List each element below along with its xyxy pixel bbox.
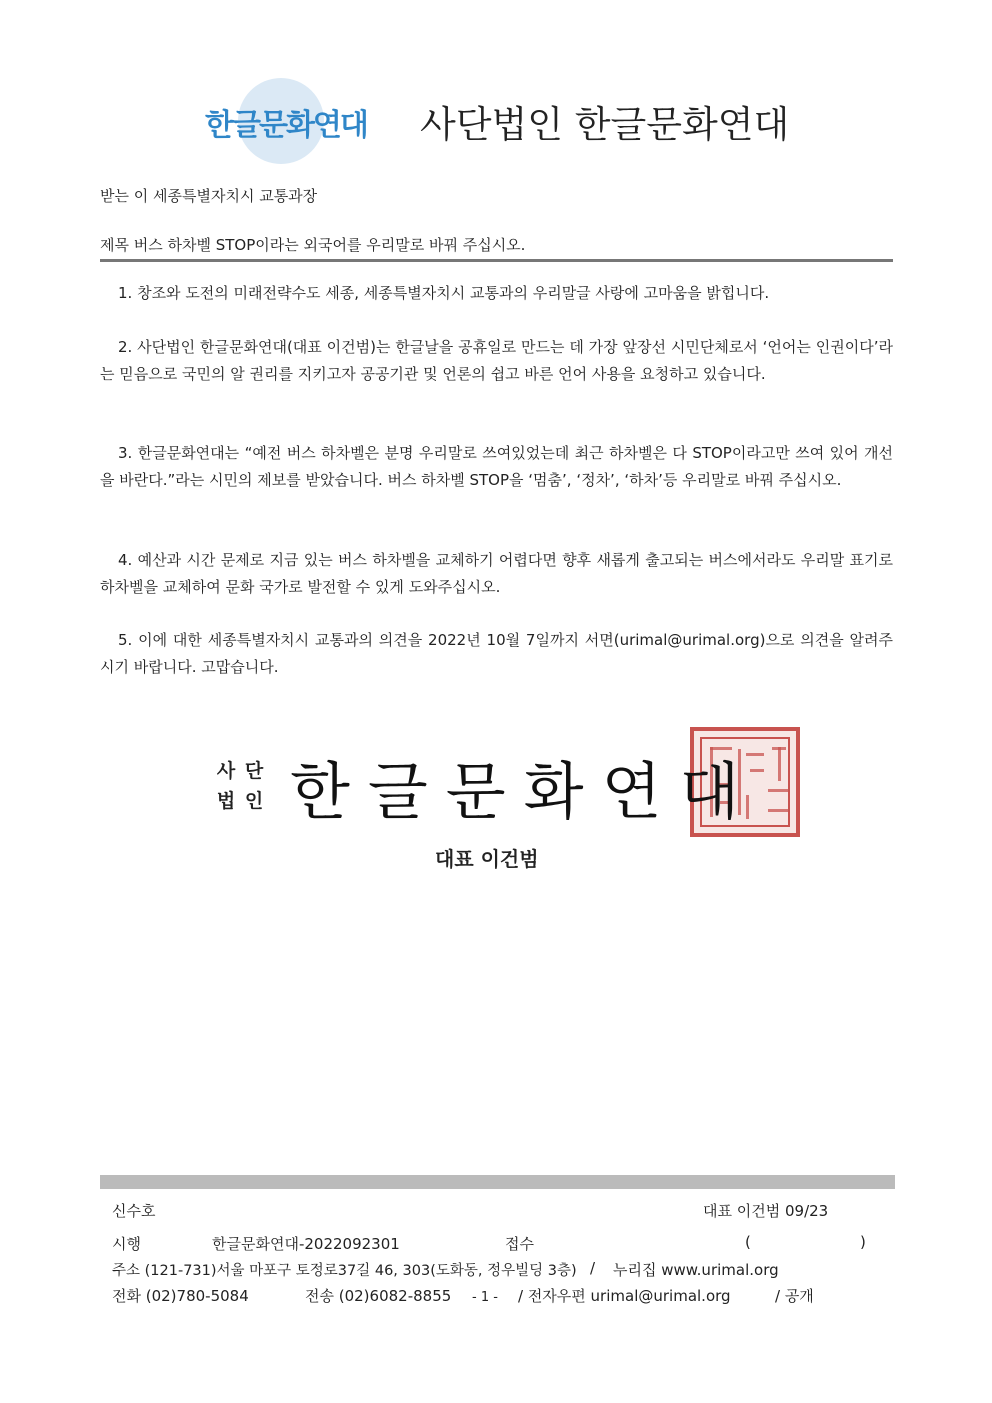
footer-sihaeng-label: 시행: [112, 1235, 141, 1253]
footer-paren-open: (: [745, 1233, 751, 1251]
footer-doc-number: 한글문화연대-2022092301: [212, 1235, 400, 1253]
footer-website: 누리집 www.urimal.org: [613, 1261, 779, 1279]
footer-phone: 전화 (02)780-5084: [112, 1287, 249, 1305]
page-number: - 1 -: [472, 1290, 498, 1305]
paragraph-text: 3. 한글문화연대는 “예전 버스 하차벨은 분명 우리말로 쓰여있었는데 최근 하차벨은 다 STOP이라고만 쓰여 있어 개선을 바란다.”라는 시민의 제보를 받았습니다. 버스 하차벨 STOP을 ‘멈춤’, ‘정차’, ‘하차’등 우리말로 바꿔 주십시오.: [100, 444, 893, 489]
corp-char: 법: [216, 790, 236, 812]
footer-paren-close: ): [860, 1233, 866, 1251]
footer-email: / 전자우편 urimal@urimal.org: [518, 1287, 731, 1305]
corp-char: 인: [244, 790, 264, 812]
footer-address: 주소 (121-731)서울 마포구 토정로37길 46, 303(도화동, 정우빌딩 3층): [112, 1263, 577, 1279]
paragraph-text: 5. 이에 대한 세종특별자치시 교통과의 의견을 2022년 10월 7일까지 서면(urimal@urimal.org)으로 의견을 알려주시기 바랍니다. 고맙습니다.: [100, 631, 893, 676]
footer-fax: 전송 (02)6082-8855: [305, 1287, 452, 1305]
paragraph-4: [100, 547, 893, 600]
paragraph-5: [100, 627, 893, 680]
paragraph-text: 4. 예산과 시간 문제로 지금 있는 버스 하차벨을 교체하기 어렵다면 향후 새롭게 출고되는 버스에서라도 우리말 표기로 하차벨을 교체하여 문화 국가로 발전할 수 있게 도와주십시오.: [100, 551, 893, 596]
footer-signer: 대표 이건범 09/23: [703, 1202, 829, 1220]
footer-separator: /: [590, 1259, 596, 1277]
footer-public: / 공개: [775, 1287, 814, 1305]
org-title: 사단법인 한글문화연대: [420, 103, 790, 146]
organization-name-large: 한글문화연대: [290, 755, 758, 828]
paragraph-text: 2. 사단법인 한글문화연대(대표 이건범)는 한글날을 공휴일로 만드는 데 가장 앞장선 시민단체로서 ‘언어는 인권이다’라는 믿음으로 국민의 알 권리를 지키고자 공공기관 및 언론의 쉽고 바른 언어 사용을 요청하고 있습니다.: [100, 338, 893, 383]
paragraph-1: [100, 280, 893, 307]
representative-name: 대표 이건범: [435, 847, 539, 871]
logo: 한글문화연대: [205, 108, 367, 143]
paragraph-2: [100, 334, 893, 387]
subject-line: 제목 버스 하차벨 STOP이라는 외국어를 우리말로 바꿔 주십시오.: [100, 236, 526, 254]
paragraph-3: [100, 440, 893, 493]
corporation-label: [212, 756, 272, 816]
corp-char: 사: [216, 760, 236, 782]
header-divider: [100, 259, 893, 262]
footer-divider: [100, 1175, 895, 1189]
footer-sinsuho: 신수호: [112, 1202, 156, 1220]
recipient-line: 받는 이 세종특별자치시 교통과장: [100, 187, 318, 205]
corp-char: 단: [244, 760, 264, 782]
footer-jeopsu-label: 접수: [505, 1235, 534, 1253]
paragraph-text: 1. 창조와 도전의 미래전략수도 세종, 세종특별자치시 교통과의 우리말글 사랑에 고마움을 밝힙니다.: [118, 284, 770, 302]
